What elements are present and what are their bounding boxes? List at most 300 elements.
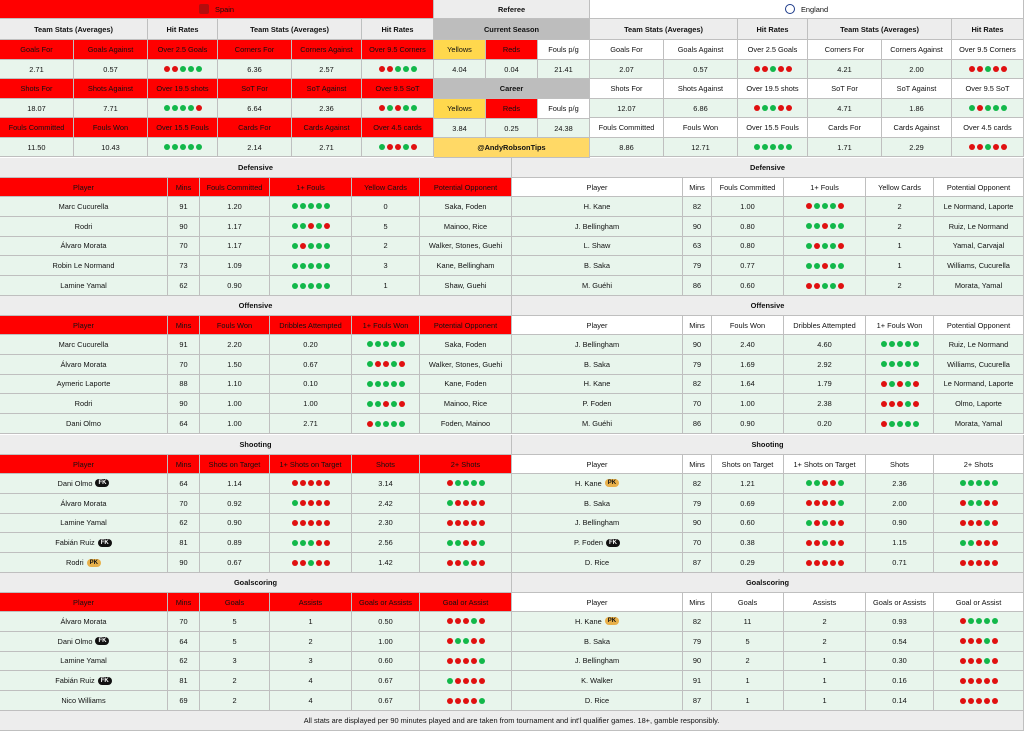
hit-dot (188, 105, 194, 111)
hit-dot (838, 223, 844, 229)
stat-value: 0.80 (712, 237, 784, 257)
column-header: Mins (168, 593, 200, 612)
column-header: Assists (270, 593, 352, 612)
stat-label: Fouls Won (664, 118, 738, 138)
player-name (512, 514, 683, 534)
hit-dot (399, 421, 405, 427)
stat-value: 1.50 (200, 355, 270, 375)
stat-value: 3 (270, 652, 352, 672)
hit-rate-dots (969, 144, 1007, 150)
column-header: Player (512, 455, 683, 474)
hit-dot (984, 520, 990, 526)
miss-dot (977, 66, 983, 72)
hit-dot (172, 144, 178, 150)
hit-rate-dots (447, 480, 485, 486)
hit-dot (463, 638, 469, 644)
stat-value: 0.38 (712, 533, 784, 553)
stat-value (934, 691, 1024, 711)
stat-label: Over 19.5 shots (738, 79, 808, 99)
stat-value: 2.36 (292, 99, 362, 118)
hit-rate-dots (806, 263, 844, 269)
hit-dot (455, 638, 461, 644)
stat-value: Mainoo, Rice (420, 394, 512, 414)
stat-value: 2.40 (712, 335, 784, 355)
miss-dot (383, 401, 389, 407)
miss-dot (960, 698, 966, 704)
miss-dot (308, 500, 314, 506)
miss-dot (992, 678, 998, 684)
hit-dot (455, 540, 461, 546)
minutes: 90 (168, 553, 200, 573)
stat-label: Over 9.5 Corners (952, 40, 1024, 60)
miss-dot (822, 560, 828, 566)
stat-value (784, 256, 866, 276)
player-name (512, 256, 683, 276)
player-name-text: B. Saka (584, 636, 610, 646)
player-name-text: Robin Le Normand (52, 261, 115, 271)
minutes: 79 (683, 355, 712, 375)
minutes: 87 (683, 691, 712, 711)
section-title: Shooting (512, 435, 1024, 455)
miss-dot (196, 105, 202, 111)
miss-dot (308, 223, 314, 229)
stat-value: 0.67 (200, 553, 270, 573)
player-name (512, 474, 683, 494)
stat-label: Over 15.5 Fouls (148, 118, 218, 138)
column-header: Fouls Won (200, 316, 270, 335)
stat-value (784, 514, 866, 534)
miss-dot (960, 520, 966, 526)
stat-value (270, 217, 352, 237)
stat-value: 1.17 (200, 237, 270, 257)
stat-value: 0.92 (200, 494, 270, 514)
player-name (0, 494, 168, 514)
miss-dot (838, 520, 844, 526)
stat-value: 2 (866, 217, 934, 237)
handle-label: @AndyRobsonTips (434, 138, 590, 158)
miss-dot (992, 638, 998, 644)
miss-dot (976, 658, 982, 664)
stat-value (866, 394, 934, 414)
stat-label: Cards For (218, 118, 292, 138)
player-name-text: H. Kane (583, 201, 611, 211)
reds-label: Reds (486, 99, 538, 119)
player-name (512, 494, 683, 514)
hit-dot (838, 480, 844, 486)
hit-dot (324, 263, 330, 269)
hit-dot (367, 361, 373, 367)
stat-value (270, 474, 352, 494)
stat-value (420, 494, 512, 514)
player-name-text: Rodri (65, 558, 84, 568)
hit-dot (786, 144, 792, 150)
hit-dot (455, 480, 461, 486)
minutes: 82 (683, 197, 712, 217)
miss-dot (1001, 66, 1007, 72)
miss-dot (806, 540, 812, 546)
miss-dot (455, 520, 461, 526)
hit-dot (822, 283, 828, 289)
minutes: 70 (168, 494, 200, 514)
miss-dot (881, 401, 887, 407)
hit-rates-header: Hit Rates (148, 19, 218, 40)
hit-dot (172, 105, 178, 111)
miss-dot (164, 66, 170, 72)
stat-value (420, 652, 512, 672)
section-title: Defensive (512, 158, 1024, 178)
column-header: Goal or Assist (420, 593, 512, 612)
miss-dot (960, 618, 966, 624)
player-name (0, 612, 168, 632)
minutes: 82 (683, 375, 712, 395)
column-header: Shots on Target (200, 455, 270, 474)
stat-value (738, 138, 808, 157)
column-header: Potential Opponent (420, 316, 512, 335)
hit-dot (164, 105, 170, 111)
hit-dot (188, 144, 194, 150)
stat-value (270, 494, 352, 514)
miss-dot (411, 144, 417, 150)
miss-dot (479, 520, 485, 526)
miss-dot (992, 500, 998, 506)
miss-dot (308, 520, 314, 526)
miss-dot (968, 678, 974, 684)
stat-value: 2.20 (200, 335, 270, 355)
hit-rate-dots (292, 223, 330, 229)
hit-dot (463, 560, 469, 566)
hit-dot (375, 421, 381, 427)
column-header: Mins (168, 455, 200, 474)
hit-dot (479, 480, 485, 486)
stat-value (866, 375, 934, 395)
team-stats-header: Team Stats (Averages) (808, 19, 952, 40)
stat-value (784, 217, 866, 237)
referee-value: 24.38 (538, 119, 590, 138)
miss-dot (977, 144, 983, 150)
miss-dot (984, 678, 990, 684)
player-name-text: J. Bellingham (574, 339, 620, 349)
stat-value (952, 60, 1024, 79)
career-header: Career (434, 79, 590, 99)
hit-rate-dots (447, 540, 485, 546)
minutes: 79 (683, 256, 712, 276)
stat-value (934, 652, 1024, 672)
hit-dot (324, 203, 330, 209)
stat-label: Over 4.5 cards (362, 118, 434, 138)
player-name (512, 632, 683, 652)
miss-dot (471, 560, 477, 566)
stat-value (420, 691, 512, 711)
stat-value: 1.71 (808, 138, 882, 157)
stat-value: Kane, Bellingham (420, 256, 512, 276)
hit-rate-dots (447, 638, 485, 644)
column-header: 1+ Fouls (784, 178, 866, 197)
miss-dot (479, 560, 485, 566)
hit-dot (180, 144, 186, 150)
stat-value: Williams, Cucurella (934, 256, 1024, 276)
hit-dot (806, 263, 812, 269)
hit-dot (905, 401, 911, 407)
column-header: Mins (683, 178, 712, 197)
hit-dot (976, 500, 982, 506)
hit-rate-dots (367, 341, 405, 347)
hit-dot (806, 480, 812, 486)
hit-dot (479, 658, 485, 664)
stat-value (420, 671, 512, 691)
stat-value (148, 99, 218, 118)
miss-dot (960, 658, 966, 664)
hit-dot (399, 381, 405, 387)
miss-dot (968, 560, 974, 566)
miss-dot (455, 658, 461, 664)
miss-dot (814, 283, 820, 289)
stat-value: 6.36 (218, 60, 292, 79)
hit-rate-dots (960, 540, 998, 546)
miss-dot (976, 698, 982, 704)
player-name-text: L. Shaw (583, 241, 611, 251)
miss-dot (814, 500, 820, 506)
minutes: 90 (168, 217, 200, 237)
miss-dot (1001, 144, 1007, 150)
player-name-text: P. Foden (582, 399, 612, 409)
hit-dot (308, 560, 314, 566)
hit-dot (292, 283, 298, 289)
minutes: 90 (683, 217, 712, 237)
stat-value (738, 60, 808, 79)
stat-value: 2 (200, 671, 270, 691)
hit-dot (992, 480, 998, 486)
hit-rate-dots (960, 618, 998, 624)
hit-rate-dots (367, 361, 405, 367)
stat-value (784, 237, 866, 257)
hit-rate-dots (960, 480, 998, 486)
column-header: Player (512, 316, 683, 335)
hit-dot (830, 203, 836, 209)
hit-dot (1001, 105, 1007, 111)
hit-dot (897, 361, 903, 367)
minutes: 90 (168, 394, 200, 414)
miss-dot (830, 500, 836, 506)
hit-rate-dots (292, 263, 330, 269)
hit-rates-header: Hit Rates (952, 19, 1024, 40)
player-name-text: Marc Cucurella (58, 339, 109, 349)
stat-value: 11 (712, 612, 784, 632)
spain-crest-icon (199, 4, 209, 14)
miss-dot (324, 500, 330, 506)
stat-value (362, 138, 434, 157)
hit-dot (913, 361, 919, 367)
column-header: Fouls Committed (712, 178, 784, 197)
stat-label: Shots For (590, 79, 664, 99)
miss-dot (387, 66, 393, 72)
footer-note: All stats are displayed per 90 minutes played and are taken from tournament and int'l qualifier games. 18+, gamble responsibly. (0, 711, 1024, 731)
player-name (0, 276, 168, 296)
stat-value: 0.29 (712, 553, 784, 573)
stat-label: Over 4.5 cards (952, 118, 1024, 138)
player-name (512, 217, 683, 237)
column-header: Assists (784, 593, 866, 612)
hit-rate-dots (806, 500, 844, 506)
player-name-text: Lamine Yamal (60, 281, 107, 291)
stat-value (352, 394, 420, 414)
hit-rate-dots (806, 283, 844, 289)
miss-dot (889, 401, 895, 407)
miss-dot (822, 223, 828, 229)
column-header: Mins (168, 316, 200, 335)
hit-dot (292, 223, 298, 229)
stat-value: 3 (200, 652, 270, 672)
miss-dot (806, 283, 812, 289)
stat-value: 2.00 (866, 494, 934, 514)
miss-dot (300, 520, 306, 526)
player-name-text: M. Guéhi (582, 281, 612, 291)
player-name-text: B. Saka (584, 498, 610, 508)
hit-dot (391, 421, 397, 427)
hit-dot (463, 480, 469, 486)
stat-value (270, 256, 352, 276)
hit-dot (968, 540, 974, 546)
minutes: 64 (168, 632, 200, 652)
column-header: Player (0, 316, 168, 335)
stat-value: 12.71 (664, 138, 738, 157)
stat-value (934, 612, 1024, 632)
stat-value (934, 533, 1024, 553)
stat-value: 3 (352, 256, 420, 276)
player-name-text: Marc Cucurella (58, 201, 109, 211)
minutes: 91 (168, 335, 200, 355)
hit-dot (391, 381, 397, 387)
player-name (512, 533, 683, 553)
column-header: Player (0, 455, 168, 474)
hit-rate-dots (379, 66, 417, 72)
stat-value: 1 (784, 671, 866, 691)
stat-value: 1.09 (200, 256, 270, 276)
hit-rate-dots (292, 243, 330, 249)
player-name (0, 671, 168, 691)
hit-dot (830, 263, 836, 269)
hit-dot (881, 361, 887, 367)
column-header: 1+ Fouls Won (352, 316, 420, 335)
stat-value (866, 335, 934, 355)
hit-dot (984, 658, 990, 664)
minutes: 90 (683, 652, 712, 672)
player-name-text: Nico Williams (61, 696, 106, 706)
hit-dot (292, 263, 298, 269)
stat-value: 0.14 (866, 691, 934, 711)
player-name-text: H. Kane (583, 379, 611, 389)
stat-value: 8.86 (590, 138, 664, 157)
miss-dot (992, 520, 998, 526)
hit-rate-dots (754, 105, 792, 111)
hit-dot (391, 361, 397, 367)
section-title: Goalscoring (512, 573, 1024, 593)
stat-value: 0.93 (866, 612, 934, 632)
miss-dot (984, 500, 990, 506)
stat-value: 2.36 (866, 474, 934, 494)
hit-rate-dots (164, 105, 202, 111)
miss-dot (960, 500, 966, 506)
miss-dot (395, 144, 401, 150)
section-title: Goalscoring (0, 573, 512, 593)
hit-dot (822, 520, 828, 526)
stat-value: Ruiz, Le Normand (934, 335, 1024, 355)
stat-value: 2.07 (590, 60, 664, 79)
player-name-text: B. Saka (584, 261, 610, 271)
stat-value (352, 355, 420, 375)
hit-rate-dots (447, 698, 485, 704)
hit-rate-dots (292, 480, 330, 486)
miss-dot (455, 698, 461, 704)
stat-label: SoT For (808, 79, 882, 99)
column-header: 2+ Shots (420, 455, 512, 474)
player-name (0, 474, 168, 494)
minutes: 62 (168, 276, 200, 296)
miss-dot (838, 560, 844, 566)
stat-value: Saka, Foden (420, 335, 512, 355)
stat-label: SoT For (218, 79, 292, 99)
stat-label: Over 19.5 shots (148, 79, 218, 99)
miss-dot (447, 560, 453, 566)
hit-dot (316, 243, 322, 249)
miss-dot (838, 203, 844, 209)
minutes: 70 (683, 394, 712, 414)
miss-dot (471, 658, 477, 664)
stat-value (352, 375, 420, 395)
stat-value: 0.90 (200, 514, 270, 534)
miss-dot (316, 500, 322, 506)
hit-dot (838, 500, 844, 506)
england-crest-icon (785, 4, 795, 14)
stat-value: 2.38 (784, 394, 866, 414)
hit-dot (367, 401, 373, 407)
miss-dot (367, 421, 373, 427)
player-name-text: Lamine Yamal (60, 518, 107, 528)
column-header: Goals (200, 593, 270, 612)
hit-dot (399, 341, 405, 347)
hit-rate-dots (806, 203, 844, 209)
minutes: 64 (168, 414, 200, 434)
column-header: Player (0, 178, 168, 197)
miss-dot (786, 66, 792, 72)
hit-dot (447, 540, 453, 546)
miss-dot (968, 638, 974, 644)
miss-dot (754, 105, 760, 111)
player-name-text: J. Bellingham (574, 518, 620, 528)
player-name-text: K. Walker (581, 676, 613, 686)
stat-value: 1 (866, 256, 934, 276)
stat-value (362, 60, 434, 79)
miss-dot (977, 105, 983, 111)
minutes: 82 (683, 474, 712, 494)
hit-dot (300, 540, 306, 546)
spain-title: Spain (215, 4, 234, 14)
miss-dot (806, 560, 812, 566)
column-header: 1+ Shots on Target (784, 455, 866, 474)
hit-dot (196, 66, 202, 72)
stat-value: Saka, Foden (420, 197, 512, 217)
hit-dot (316, 223, 322, 229)
hit-dot (984, 480, 990, 486)
player-name (0, 652, 168, 672)
hit-rates-header: Hit Rates (738, 19, 808, 40)
stat-label: Shots For (0, 79, 74, 99)
miss-dot (881, 421, 887, 427)
fouls-pg-label: Fouls p/g (538, 99, 590, 119)
stat-value: 1 (784, 691, 866, 711)
hit-rate-dots (447, 658, 485, 664)
column-header: Shots on Target (712, 455, 784, 474)
player-name (512, 375, 683, 395)
